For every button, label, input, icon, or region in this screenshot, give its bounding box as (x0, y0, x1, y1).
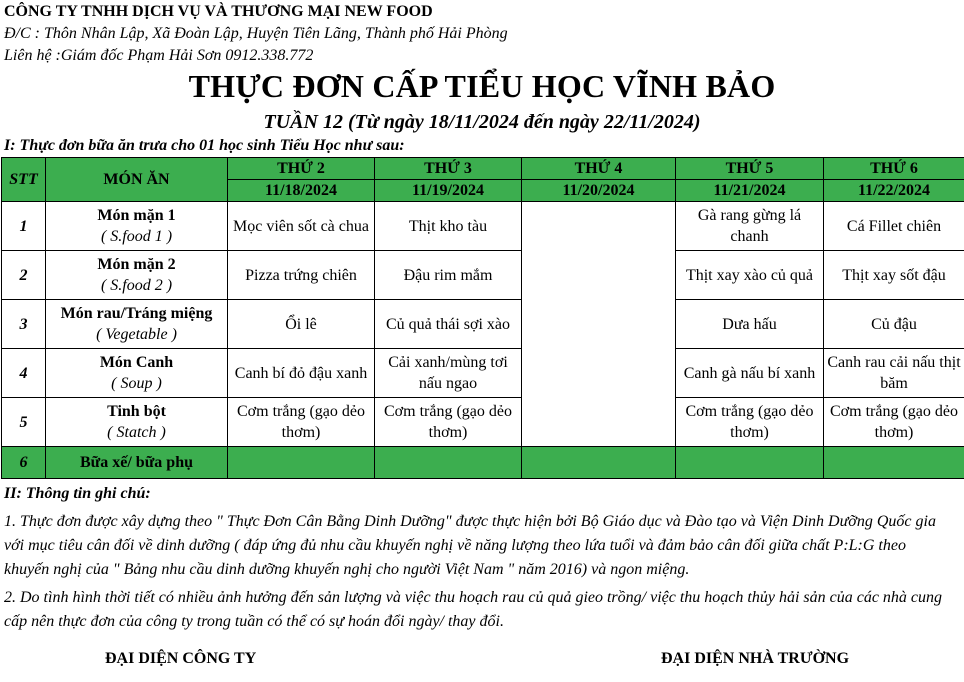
cell-fri: Thịt xay sốt đậu (824, 251, 964, 300)
row-dish (46, 300, 228, 349)
note-1: 1. Thực đơn được xây dựng theo " Thực Đơn Cân Bằng Dinh Dưỡng" được thực hiện bởi Bộ Giáo dục và Đào tạo và Viện Dinh Dưỡng Quốc gia với mục tiêu cân đối về dinh dưỡng ( đáp ứng đủ nhu cầu khuyến nghị về năng lượng theo lứa tuổi và đảm bảo cân đối giữa chất P:L:G theo khuyến nghị của " Bảng nhu cầu dinh dưỡng khuyến nghị cho người Việt Nam " năm 2016) và ngon miệng. (4, 513, 936, 578)
row-stt: 5 (2, 398, 46, 447)
cell-mon: Cơm trắng (gạo dẻo thơm) (228, 398, 375, 447)
dish-english: ( S.food 2 ) (100, 277, 173, 294)
dish-english: ( Statch ) (107, 424, 166, 441)
cell-tue: Cơm trắng (gạo dẻo thơm) (375, 398, 522, 447)
dish-english: ( Vegetable ) (96, 326, 177, 343)
cell-fri: Củ đậu (824, 300, 964, 349)
dish-english: ( Soup ) (111, 375, 162, 392)
company-address: Đ/C : Thôn Nhân Lập, Xã Đoàn Lập, Huyện Tiên Lãng, Thành phố Hải Phòng (4, 25, 508, 42)
cell-tue: Cải xanh/mùng tơi nấu ngao (375, 349, 522, 398)
cell-tue: Đậu rim mắm (375, 251, 522, 300)
row-stt: 3 (2, 300, 46, 349)
header-date-fri: 11/22/2024 (824, 180, 964, 202)
cell-fri (824, 447, 964, 479)
dish-name: Món Canh (99, 354, 174, 371)
cell-fri: Cá Fillet chiên (824, 202, 964, 251)
row-dish-snack: Bữa xế/ bữa phụ (46, 447, 228, 479)
menu-table (1, 157, 964, 479)
cell-thu (676, 447, 824, 479)
header-day-fri: THỨ 6 (824, 158, 964, 180)
header-date-wed: 11/20/2024 (522, 180, 676, 202)
cell-thu: Thịt xay xào củ quả (676, 251, 824, 300)
dish-name: Món mặn 2 (97, 256, 176, 273)
row-dish (46, 349, 228, 398)
header-date-tue: 11/19/2024 (375, 180, 522, 202)
header-stt: STT (2, 158, 46, 202)
table-row-snack (2, 447, 964, 479)
cell-fri: Canh rau cải nấu thịt băm (824, 349, 964, 398)
header-date-thu: 11/21/2024 (676, 180, 824, 202)
company-contact: Liên hệ :Giám đốc Phạm Hải Sơn 0912.338.772 (4, 47, 314, 64)
cell-thu: Dưa hấu (676, 300, 824, 349)
cell-mon: Ổi lê (228, 300, 375, 349)
table-row (2, 251, 964, 300)
cell-fri: Cơm trắng (gạo dẻo thơm) (824, 398, 964, 447)
row-stt: 6 (2, 447, 46, 479)
header-day-thu: THỨ 5 (676, 158, 824, 180)
company-name: CÔNG TY TNHH DỊCH VỤ VÀ THƯƠNG MẠI NEW FOOD (4, 3, 433, 20)
cell-mon: Mọc viên sốt cà chua (228, 202, 375, 251)
dish-name: Món mặn 1 (97, 207, 176, 224)
cell-mon: Pizza trứng chiên (228, 251, 375, 300)
cell-thu: Gà rang gừng lá chanh (676, 202, 824, 251)
dish-name: Tinh bột (107, 403, 166, 420)
row-stt: 1 (2, 202, 46, 251)
cell-thu: Cơm trắng (gạo dẻo thơm) (676, 398, 824, 447)
row-stt: 4 (2, 349, 46, 398)
header-day-mon: THỨ 2 (228, 158, 375, 180)
header-date-mon: 11/18/2024 (228, 180, 375, 202)
table-row (2, 202, 964, 251)
table-header-days (2, 158, 964, 180)
row-dish (46, 398, 228, 447)
table-row (2, 300, 964, 349)
table-row (2, 398, 964, 447)
header-dish: MÓN ĂN (46, 158, 228, 202)
signature-school: ĐẠI DIỆN NHÀ TRƯỜNG (661, 650, 850, 667)
cell-tue (375, 447, 522, 479)
section-2-heading: II: Thông tin ghi chú: (4, 485, 151, 502)
note-2: 2. Do tình hình thời tiết có nhiều ảnh hưởng đến sản lượng và việc thu hoạch rau củ quả gieo trồng/ việc thu hoạch thủy hải sản của các nhà cung cấp nên thực đơn của công ty trong tuần có thể có sự hoán đổi ngày/ thay đổi. (4, 589, 943, 630)
cell-thu: Canh gà nấu bí xanh (676, 349, 824, 398)
page-subtitle: TUẦN 12 (Từ ngày 18/11/2024 đến ngày 22/11/2024) (263, 111, 701, 133)
cell-tue: Củ quả thái sợi xào (375, 300, 522, 349)
cell-tue: Thịt kho tàu (375, 202, 522, 251)
row-dish (46, 202, 228, 251)
dish-english: ( S.food 1 ) (100, 228, 173, 245)
signature-company: ĐẠI DIỆN CÔNG TY (105, 650, 257, 667)
row-dish (46, 251, 228, 300)
table-row (2, 349, 964, 398)
header-day-wed: THỨ 4 (522, 158, 676, 180)
header-day-tue: THỨ 3 (375, 158, 522, 180)
page-title: THỰC ĐƠN CẤP TIỂU HỌC VĨNH BẢO (188, 68, 776, 104)
cell-mon: Canh bí đỏ đậu xanh (228, 349, 375, 398)
cell-mon (228, 447, 375, 479)
cell-wed (522, 447, 676, 479)
section-1-heading: I: Thực đơn bữa ăn trưa cho 01 học sinh Tiểu Học như sau: (4, 137, 405, 154)
dish-name: Món rau/Tráng miệng (60, 305, 213, 322)
row-stt: 2 (2, 251, 46, 300)
cell-wed-empty (522, 202, 676, 447)
